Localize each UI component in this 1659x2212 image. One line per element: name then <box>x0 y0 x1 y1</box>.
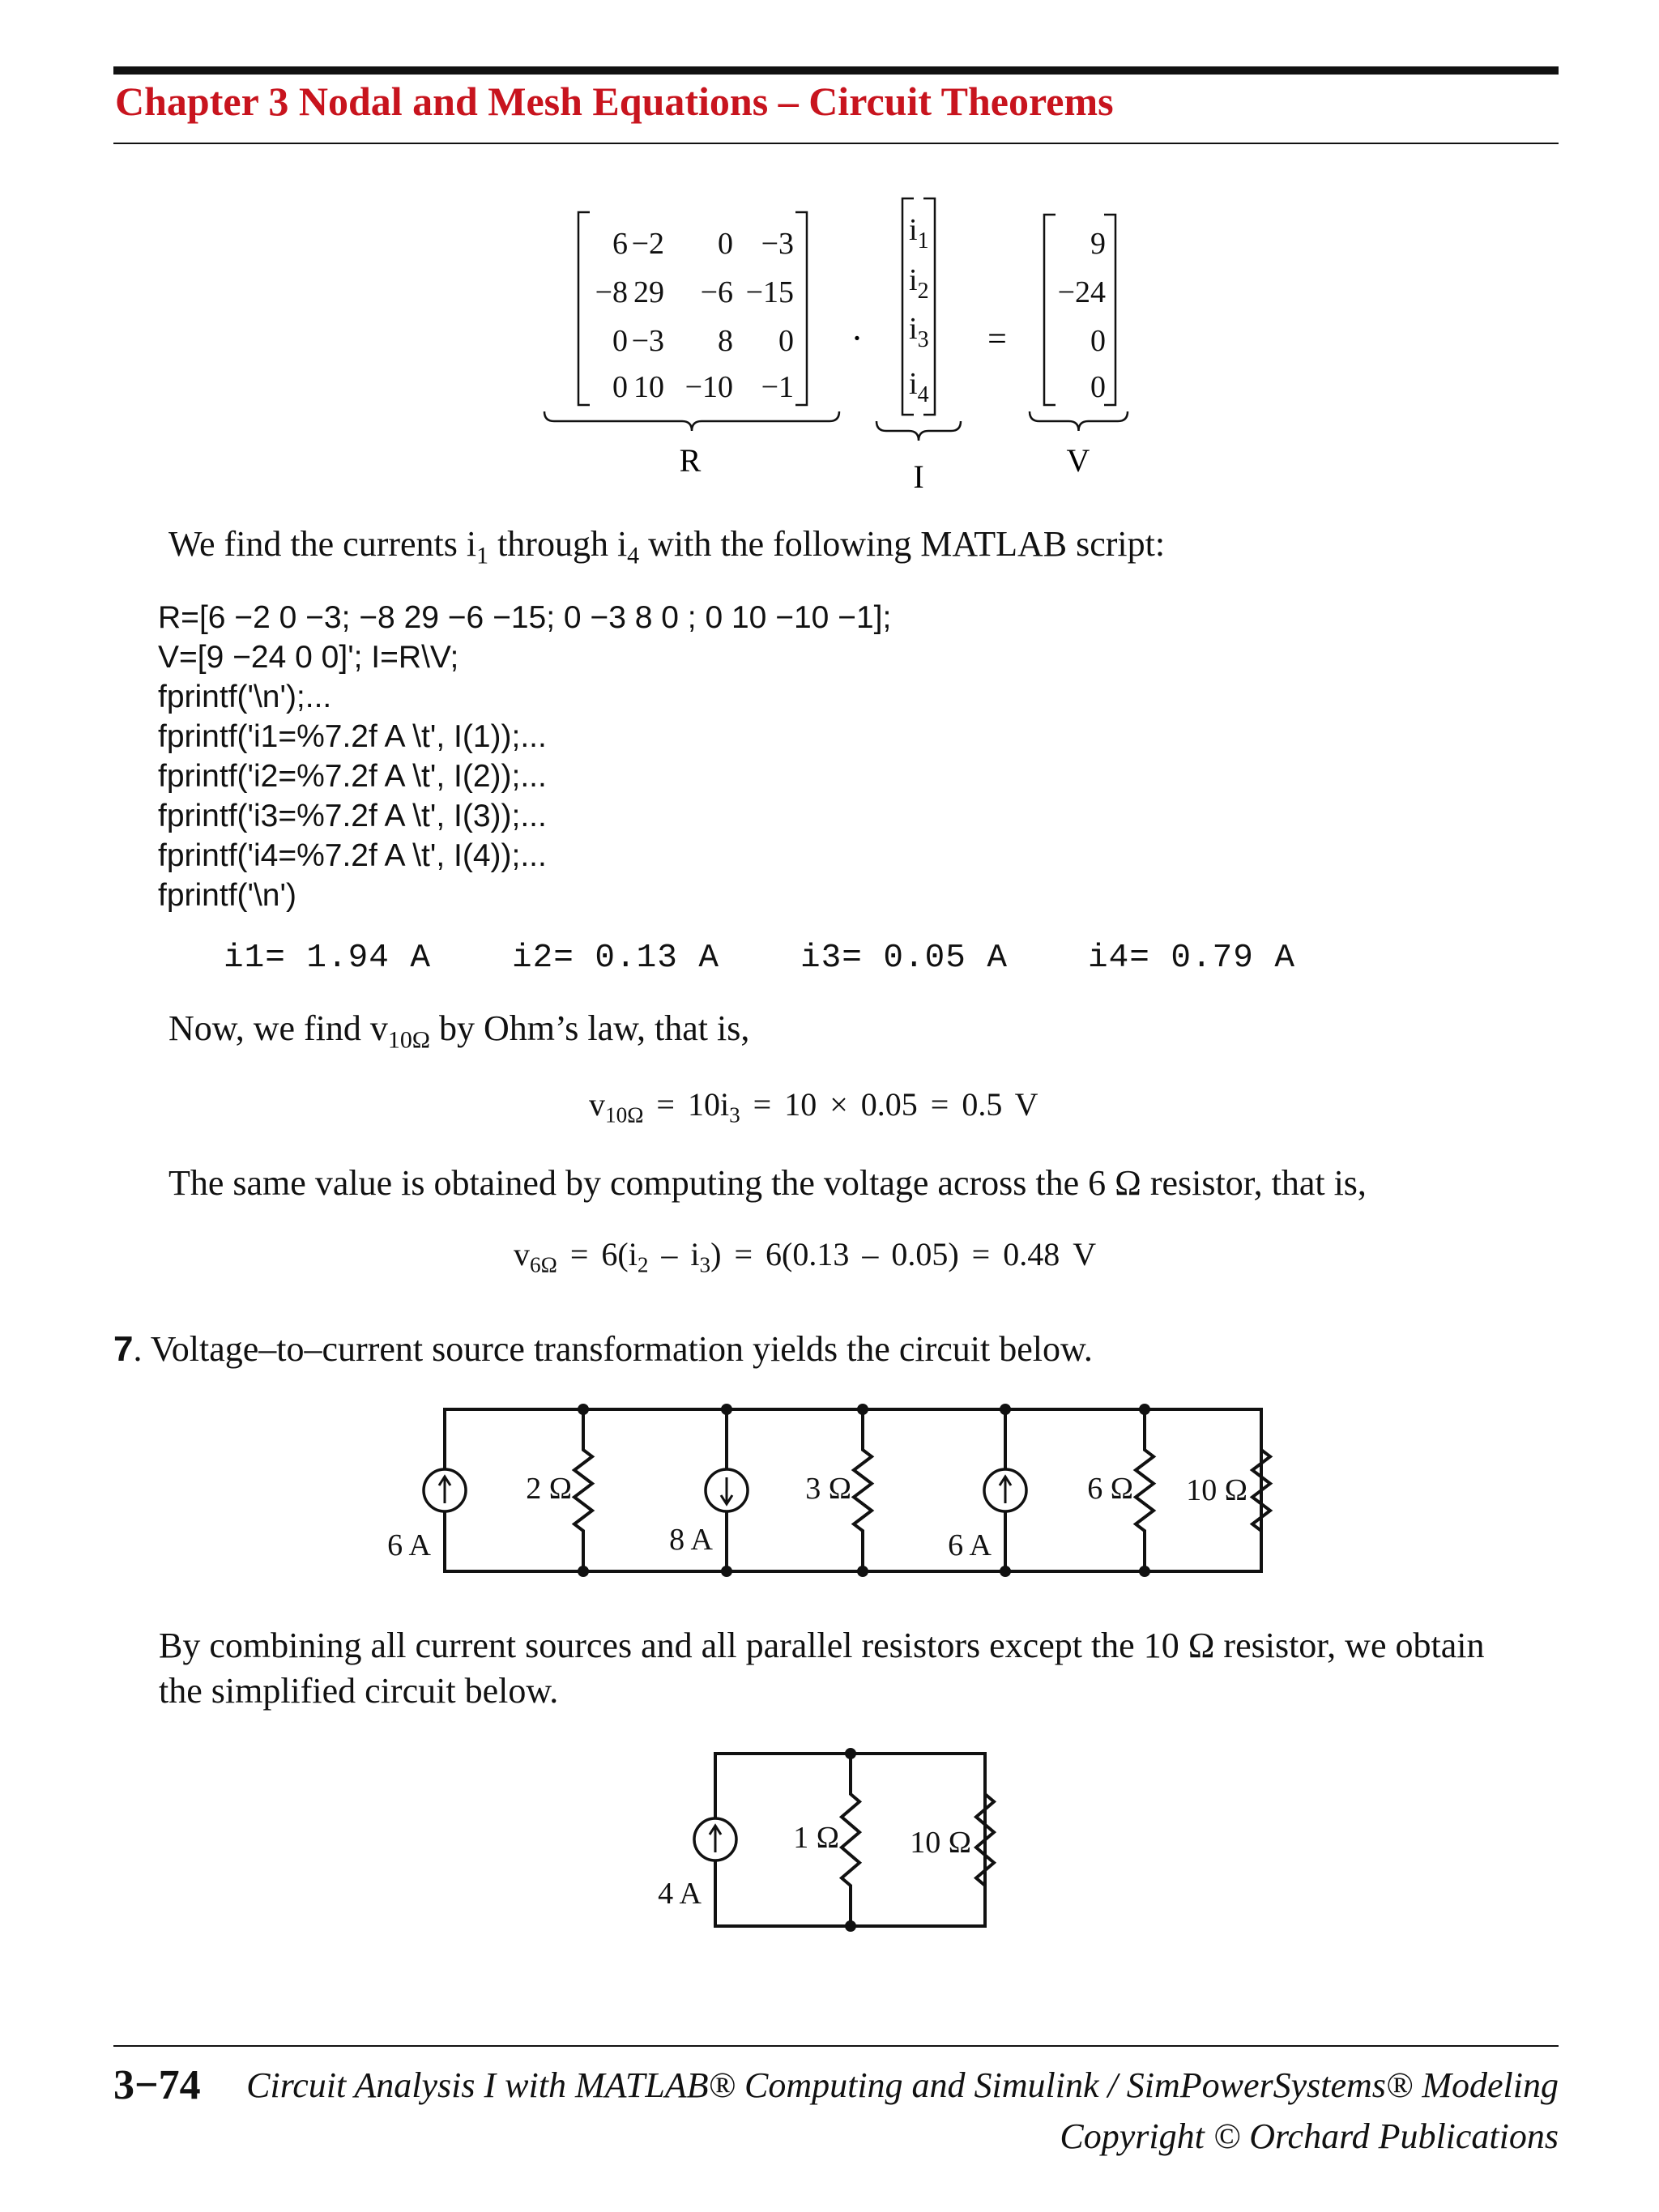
code-line: fprintf('\n');... <box>158 680 332 714</box>
resistor-1-label: 2 Ω <box>526 1472 572 1506</box>
matrix-R-right-bracket <box>795 212 807 405</box>
matrix-R-cell: −10 <box>684 370 733 404</box>
combining-text-line2: the simplified circuit below. <box>159 1671 559 1711</box>
matrix-R-cell: 0 <box>778 324 794 358</box>
node-dot <box>845 1920 856 1932</box>
matrix-R-cell: −15 <box>745 275 794 309</box>
node-dot <box>857 1404 868 1415</box>
node-dot <box>578 1404 589 1415</box>
code-line: fprintf('i2=%7.2f A \t', I(2));... <box>158 759 547 794</box>
vector-I-cell: $i_1$ <box>909 213 929 254</box>
result-i1: i1= 1.94 A <box>224 940 432 977</box>
resistor-1 <box>574 1409 592 1571</box>
resistor-2 <box>854 1409 872 1571</box>
brace-I <box>876 421 961 441</box>
voltage-equation-1: $v_{10\Omega} = 10i_3 = 10 \times 0.05 = 0.5$ V <box>589 1086 1038 1127</box>
problem-number: 7 <box>113 1329 134 1369</box>
V-label: V <box>1066 442 1090 479</box>
matrix-R-cell: 10 <box>633 370 664 404</box>
resistor-3-label: 6 Ω <box>1087 1472 1133 1506</box>
resistor-4 <box>1252 1409 1270 1571</box>
vector-V-left-bracket <box>1044 215 1056 405</box>
matrix-R-left-bracket <box>578 212 590 405</box>
matrix-R-cell: 29 <box>633 275 664 309</box>
vector-V-cell: 0 <box>1090 370 1106 404</box>
result-i4: i4= 0.79 A <box>1088 940 1296 977</box>
node-dot <box>857 1566 868 1577</box>
voltage-equation-2: $v_{6\Omega} = 6(i_2 - i_3) = 6(0.13 - 0.05) = 0.48$ V <box>514 1236 1097 1277</box>
result-i3: i3= 0.05 A <box>800 940 1009 977</box>
node-dot <box>845 1748 856 1759</box>
node-dot <box>1139 1566 1150 1577</box>
equals-sign: = <box>987 321 1007 358</box>
vector-V <box>1044 215 1115 405</box>
code-line: V=[9 −24 0 0]'; I=R\V; <box>158 640 459 675</box>
resistor-10ohm-label: 10 Ω <box>910 1826 971 1860</box>
matrix-R-cell: 0 <box>718 227 733 261</box>
matrix-R <box>578 212 807 405</box>
matrix-R-cell: 0 <box>612 370 628 404</box>
same-value-text: The same value is obtained by computing the voltage across the 6 Ω resistor, that is, <box>168 1163 1367 1203</box>
problem-7-text: 7. Voltage–to–current source transformation yields the circuit below. <box>113 1329 1093 1369</box>
circuit-2 <box>0 1741 1659 1952</box>
code-line: R=[6 −2 0 −3; −8 29 −6 −15; 0 −3 8 0 ; 0 10 −10 −1]; <box>158 600 892 635</box>
resistor-4-label: 10 Ω <box>1186 1473 1247 1507</box>
matrix-equation <box>0 0 1659 518</box>
matrix-R-cell: 8 <box>718 324 733 358</box>
matrix-R-cell: 0 <box>612 324 628 358</box>
node-dot <box>721 1404 732 1415</box>
source-3-label: 6 A <box>948 1528 992 1562</box>
find-currents-text: We find the currents $i_1$ through $i_4$ with the following MATLAB script: <box>168 524 1166 569</box>
vector-V-cell: 9 <box>1090 227 1106 261</box>
matrix-R-cell: −3 <box>761 227 794 261</box>
matlab-code <box>158 598 891 915</box>
resistor-10ohm <box>976 1754 994 1926</box>
chapter-title: Chapter 3 Nodal and Mesh Equations – Circuit Theorems <box>115 79 1114 124</box>
brace-R <box>544 411 839 431</box>
node-dot <box>721 1566 732 1577</box>
source-2-label: 8 A <box>669 1523 713 1557</box>
code-line: fprintf('i1=%7.2f A \t', I(1));... <box>158 719 547 754</box>
resistor-2-label: 3 Ω <box>805 1472 851 1506</box>
underbraces <box>544 411 1128 441</box>
copyright: Copyright © Orchard Publications <box>1060 2116 1559 2156</box>
dot-operator: · <box>851 318 864 358</box>
code-line: fprintf('i4=%7.2f A \t', I(4));... <box>158 838 547 873</box>
node-dot <box>1139 1404 1150 1415</box>
combining-text-line1: By combining all current sources and all parallel resistors except the 10 Ω resistor, we obtain <box>159 1626 1485 1665</box>
matrix-R-cell: 6 <box>612 227 628 261</box>
vector-I-cell: $i_2$ <box>909 263 929 304</box>
resistor-1ohm <box>842 1754 859 1926</box>
node-dot <box>1000 1566 1011 1577</box>
vector-V-right-bracket <box>1104 215 1115 405</box>
R-label: R <box>679 442 702 479</box>
matrix-R-cell: −1 <box>761 370 794 404</box>
node-dot <box>1000 1404 1011 1415</box>
vector-V-cell: 0 <box>1090 324 1106 358</box>
ohms-law-text: Now, we find $v_{10\Omega}$ by Ohm’s law, that is, <box>168 1008 750 1054</box>
resistor-1ohm-label: 1 Ω <box>793 1821 839 1855</box>
I-label: I <box>913 458 924 495</box>
matrix-R-cell: −8 <box>595 275 628 309</box>
matrix-R-cell: −6 <box>700 275 733 309</box>
matrix-R-cell: −2 <box>631 227 664 261</box>
brace-V <box>1030 411 1128 431</box>
circuit-1 <box>0 1377 1659 1620</box>
footer-rule <box>113 2045 1559 2047</box>
code-line: fprintf('\n') <box>158 878 296 913</box>
source-1-label: 6 A <box>387 1528 431 1562</box>
result-i2: i2= 0.13 A <box>512 940 720 977</box>
vector-I <box>902 198 935 415</box>
node-dot <box>578 1566 589 1577</box>
code-line: fprintf('i3=%7.2f A \t', I(3));... <box>158 799 547 833</box>
vector-I-cell: $i_3$ <box>909 312 929 352</box>
matrix-R-cell: −3 <box>631 324 664 358</box>
vector-I-cell: $i_4$ <box>909 367 929 407</box>
page-number: 3−74 <box>113 2062 201 2108</box>
book-title: Circuit Analysis I with MATLAB® Computing and Simulink / SimPowerSystems® Modeling <box>246 2065 1559 2105</box>
vector-V-cell: −24 <box>1057 275 1106 309</box>
resistor-3 <box>1136 1409 1154 1571</box>
source-label: 4 A <box>658 1877 702 1911</box>
